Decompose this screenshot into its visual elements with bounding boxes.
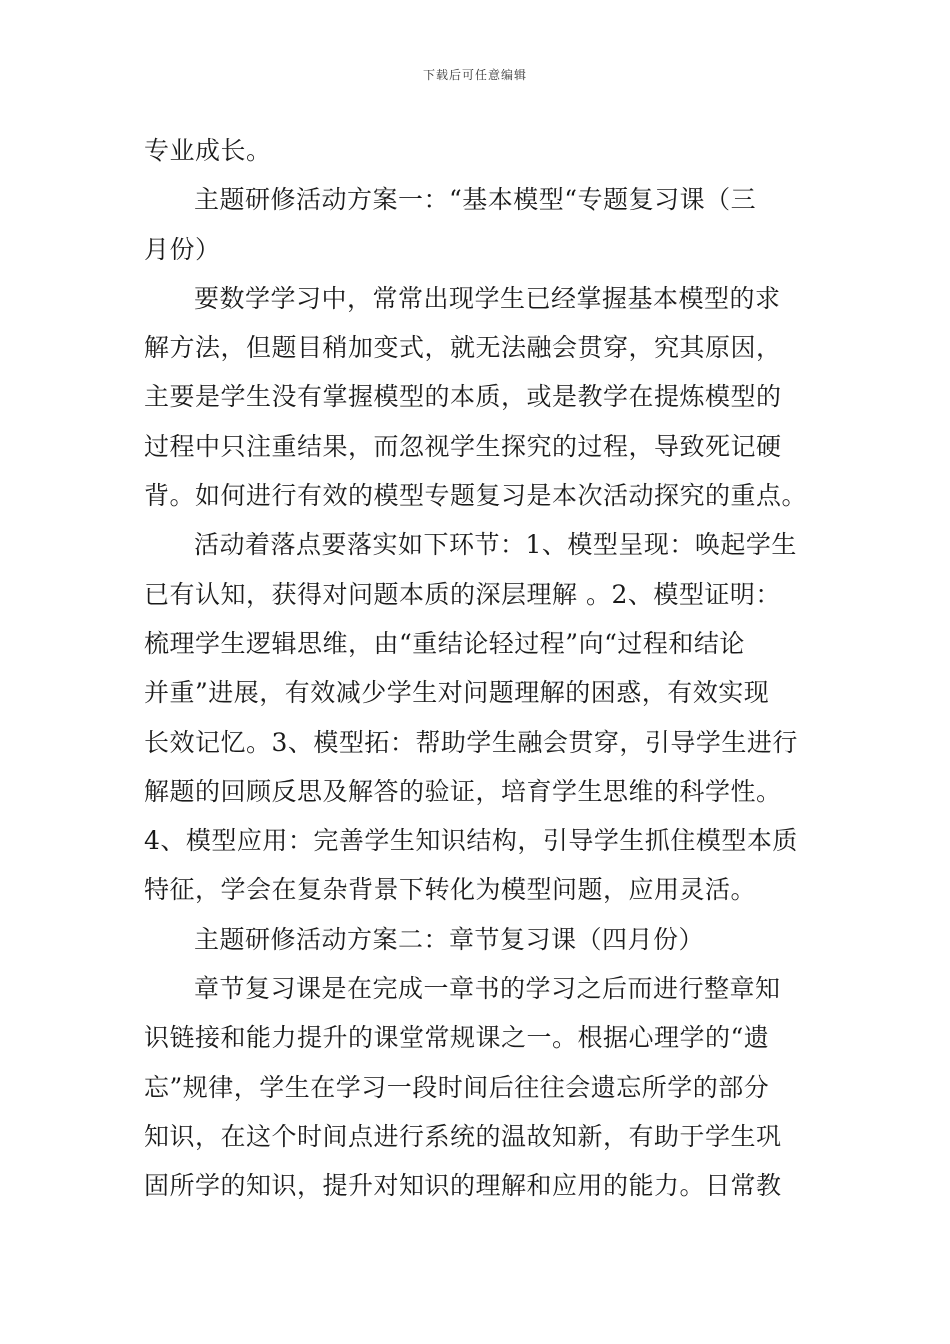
- text-line: 月份）: [144, 234, 221, 264]
- text-line: 识链接和能力提升的课堂常规课之一。根据心理学的“遗: [144, 1023, 770, 1053]
- text-line: 知识，在这个时间点进行系统的温故知新，有助于学生巩: [144, 1121, 782, 1151]
- text-line: 活动着落点要落实如下环节：1、模型呈现：唤起学生: [194, 530, 797, 560]
- text-line: 并重”进展，有效减少学生对问题理解的困惑，有效实现: [144, 678, 770, 708]
- text-line: 主题研修活动方案一：“基本模型“专题复习课（三: [194, 185, 757, 215]
- text-line: 固所学的知识，提升对知识的理解和应用的能力。日常教: [144, 1171, 782, 1201]
- text-line: 要数学学习中，常常出现学生已经掌握基本模型的求: [194, 283, 781, 313]
- text-line: 解方法，但题目稍加变式，就无法融会贯穿，究其原因，: [144, 333, 782, 363]
- text-line: 过程中只注重结果，而忽视学生探究的过程，导致死记硬: [144, 431, 782, 461]
- text-line: 4、模型应用：完善学生知识结构，引导学生抓住模型本质: [144, 826, 798, 856]
- text-line: 特征，学会在复杂背景下转化为模型问题，应用灵活。: [144, 875, 757, 905]
- text-line: 长效记忆。3、模型拓：帮助学生融会贯穿，引导学生进行: [144, 727, 798, 757]
- text-line: 已有认知，获得对问题本质的深层理解 。2、模型证明：: [144, 579, 781, 609]
- text-line: 主要是学生没有掌握模型的本质，或是教学在提炼模型的: [144, 382, 782, 412]
- text-line: 背。如何进行有效的模型专题复习是本次活动探究的重点。: [144, 481, 808, 511]
- text-line: 主题研修活动方案二：章节复习课（四月份）: [194, 924, 705, 954]
- text-line: 专业成长。: [144, 136, 272, 165]
- text-line: 解题的回顾反思及解答的验证，培育学生思维的科学性。: [144, 776, 782, 806]
- text-line: 章节复习课是在完成一章书的学习之后而进行整章知: [194, 974, 781, 1004]
- text-line: 梳理学生逻辑思维，由“重结论轻过程”向“过程和结论: [144, 628, 745, 658]
- text-line: 忘”规律，学生在学习一段时间后往往会遗忘所学的部分: [144, 1072, 770, 1102]
- page-header: 下载后可任意编辑: [422, 68, 527, 82]
- document-body: [144, 126, 809, 1211]
